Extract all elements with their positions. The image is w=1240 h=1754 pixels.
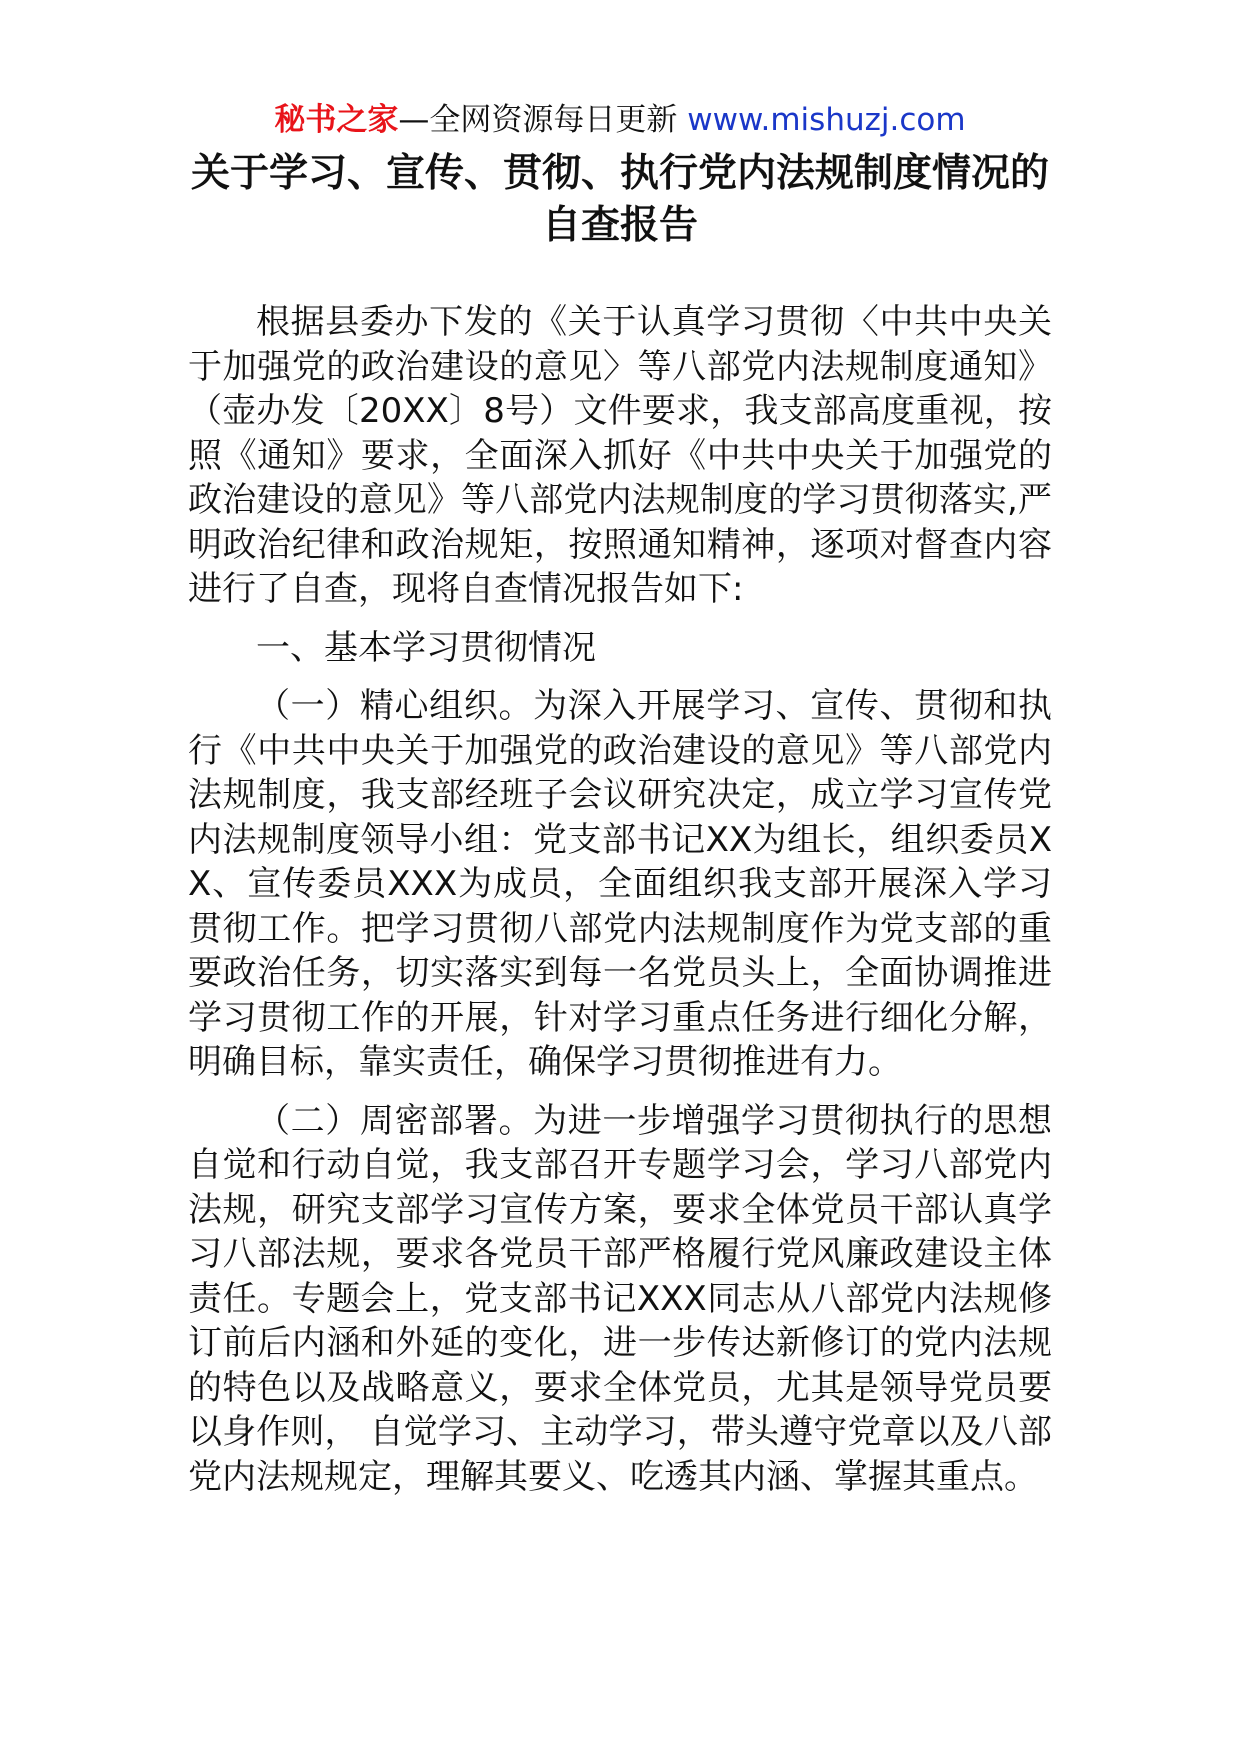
brand-name: 秘书之家 xyxy=(274,102,399,138)
document-page xyxy=(188,98,1052,1499)
banner-tagline: —全网资源每日更新 xyxy=(398,102,678,138)
site-url-link[interactable]: www.mishuzj.com xyxy=(687,102,966,138)
section-heading: 一、基本学习贯彻情况 xyxy=(256,627,596,668)
document-body xyxy=(188,300,1052,1499)
site-banner xyxy=(188,98,1052,142)
paragraph-deployment: （二）周密部署。为进一步增强学习贯彻执行的思想自觉和行动自觉，我支部召开专题学习会，学习八部党内法规，研究支部学习宣传方案，要求全体党员干部认真学习八部法规，要求各党员干部严格履行党风廉政建设主体责任。专题会上，党支部书记XXX同志从八部党内法规修订前后内涵和外延的变化，进一步传达新修订的党内法规的特色以及战略意义，要求全体党员，尤其是领导党员要以身作则， 自觉学习、主动学习，带头遵守党章以及八部党内法规规定，理解其要义、吃透其内涵、掌握其重点。 xyxy=(188,1100,1052,1497)
document-title: 关于学习、宣传、贯彻、执行党内法规制度情况的自查报告 xyxy=(190,151,1049,248)
paragraph-organization: （一）精心组织。为深入开展学习、宣传、贯彻和执行《中共中央关于加强党的政治建设的意见》等八部党内法规制度，我支部经班子会议研究决定，成立学习宣传党内法规制度领导小组：党支部书记XX为组长，组织委员XX、宣传委员XXX为成员，全面组织我支部开展深入学习贯彻工作。把学习贯彻八部党内法规制度作为党支部的重要政治任务，切实落实到每一名党员头上，全面协调推进学习贯彻工作的开展，针对学习重点任务进行细化分解，明确目标，靠实责任，确保学习贯彻推进有力。 xyxy=(188,686,1052,1082)
intro-paragraph: 根据县委办下发的《关于认真学习贯彻〈中共中央关于加强党的政治建设的意见〉等八部党内法规制度通知》（壶办发〔20XX〕8号）文件要求，我支部高度重视，按照《通知》要求，全面深入抓好《中共中央关于加强党的政治建设的意见》等八部党内法规制度的学习贯彻落实,严明政治纪律和政治规矩，按照通知精神，逐项对督查内容进行了自查，现将自查情况报告如下: xyxy=(188,302,1052,609)
